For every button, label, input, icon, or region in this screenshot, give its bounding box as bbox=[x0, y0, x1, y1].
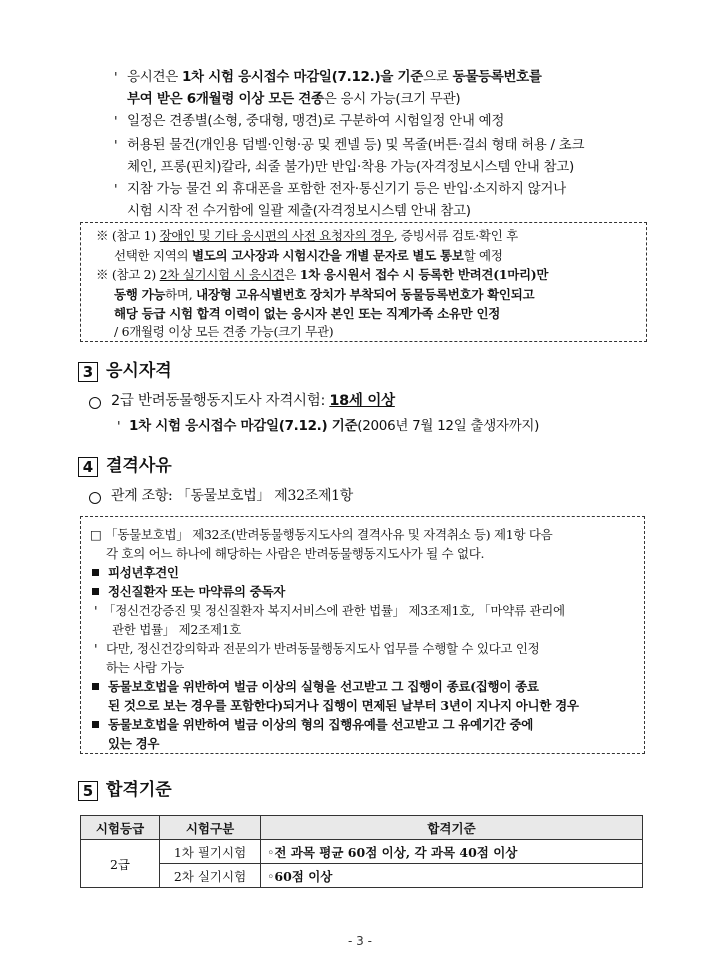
bullet-4-line1 bbox=[127, 178, 566, 200]
text-segment: 내장형 고유식별번호 장치가 부착되어 동물등록번호가 확인되고 bbox=[196, 287, 535, 302]
bullet-1-line1 bbox=[127, 66, 542, 88]
bullet-mark: ' bbox=[94, 643, 98, 658]
note2-line1 bbox=[96, 264, 548, 285]
section-3-item-value: 18세 이상 bbox=[329, 393, 395, 409]
bullet-mark: ' bbox=[114, 71, 118, 86]
text-segment: 하며, bbox=[165, 287, 197, 302]
text-segment: 선택한 지역의 bbox=[114, 248, 192, 263]
square-bullet bbox=[92, 721, 99, 728]
pass-criteria-table bbox=[80, 815, 643, 888]
section-3-sub-rest: (2006년 7월 12일 출생자까지) bbox=[357, 418, 540, 434]
square-bullet bbox=[92, 683, 99, 690]
text-segment: 부여 받은 6개월령 이상 모든 견종 bbox=[127, 91, 324, 107]
box-item4-line2: 있는 경우 bbox=[108, 736, 160, 751]
box-item3-line2: 된 것으로 보는 경우를 포함한다)되거나 집행이 면제된 날부터 3년이 지나지 아니한 경우 bbox=[108, 698, 579, 713]
box-item1: 피성년후견인 bbox=[108, 565, 179, 580]
text-segment: 응시견은 bbox=[127, 69, 182, 85]
box-item3-line1: 동물보호법을 위반하여 벌금 이상의 실형을 선고받고 그 집행이 종료(집행이 종료 bbox=[108, 679, 539, 694]
section-3-sub-bold: 1차 시험 응시접수 마감일(7.12.) 기준 bbox=[129, 418, 358, 434]
table-row bbox=[81, 864, 643, 888]
section-3-item-prefix: 2급 반려동물행동지도사 자격시험: bbox=[111, 393, 330, 409]
note2-line4 bbox=[114, 321, 333, 342]
box-intro-line1: □ 「동물보호법」 제32조(반려동물행동지도사의 결격사유 및 자격취소 등) 제1항 다음 bbox=[90, 527, 553, 542]
text-segment: 2차 실기시험 시 응시견 bbox=[159, 267, 285, 282]
text-segment: 은 bbox=[284, 267, 300, 282]
bullet-mark: ' bbox=[114, 115, 118, 130]
cell-criteria: ◦60점 이상 bbox=[261, 864, 643, 888]
text-segment: 허용된 물건(개인용 덤벨·인형·공 및 켄넬 등) 및 목줄(버튼·걸쇠 형태 허용 / 초크 bbox=[127, 137, 585, 153]
box-item4-line1: 동물보호법을 위반하여 벌금 이상의 형의 집행유예를 선고받고 그 유예기간 중에 bbox=[108, 717, 534, 732]
box-item2: 정신질환자 또는 마약류의 중독자 bbox=[108, 584, 286, 599]
cell-type: 2차 실기시험 bbox=[160, 864, 261, 888]
text-segment: 시험 시작 전 수거함에 일괄 제출(자격정보시스템 안내 참고) bbox=[127, 203, 471, 219]
circle-bullet bbox=[89, 397, 101, 409]
box-ex-line1: 다만, 정신건강의학과 전문의가 반려동물행동지도사 업무를 수행할 수 있다고 인정 bbox=[106, 641, 540, 656]
section-3-title: 응시자격 bbox=[106, 361, 172, 381]
box-ex-line2: 하는 사람 가능 bbox=[106, 660, 184, 675]
header-grade: 시험등급 bbox=[81, 816, 160, 840]
text-segment: 동물등록번호를 bbox=[452, 69, 542, 85]
header-criteria: 합격기준 bbox=[261, 816, 643, 840]
page-number: - 3 - bbox=[348, 934, 372, 948]
box-intro-line2: 각 호의 어느 하나에 해당하는 사람은 반려동물행동지도사가 될 수 없다. bbox=[106, 546, 485, 561]
header-type: 시험구분 bbox=[160, 816, 261, 840]
box-ref-line2: 관한 법률」 제2조제1호 bbox=[112, 622, 242, 637]
text-segment: 지참 가능 물건 외 휴대폰을 포함한 전자·통신기기 등은 반입·소지하지 않거나 bbox=[127, 181, 566, 197]
square-bullet bbox=[92, 569, 99, 576]
cell-grade: 2급 bbox=[81, 840, 160, 888]
bullet-2-line1 bbox=[127, 110, 504, 132]
circle-bullet bbox=[89, 492, 101, 504]
section-4-item: 관계 조항: 「동물보호법」 제32조제1항 bbox=[111, 488, 354, 504]
text-segment: 일정은 견종별(소형, 중대형, 맹견)로 구분하여 시험일정 안내 예정 bbox=[127, 113, 505, 129]
text-segment: 장애인 및 기타 응시편의 사전 요청자의 경우 bbox=[159, 228, 394, 243]
text-segment: 1차 응시원서 접수 시 등록한 반려견(1마리)만 bbox=[299, 267, 549, 282]
box-ref-line1: 「정신건강증진 및 정신질환자 복지서비스에 관한 법률」 제3조제1호, 「마약류 관리에 bbox=[103, 603, 565, 618]
section-4-number: 4 bbox=[78, 457, 98, 477]
note1-line1 bbox=[96, 225, 518, 246]
text-segment: 할 예정 bbox=[463, 248, 503, 263]
section-3-item bbox=[111, 390, 395, 412]
text-segment: ※ (참고 2) bbox=[96, 267, 160, 282]
bullet-4-line2 bbox=[127, 200, 471, 222]
text-segment: 체인, 프롱(핀치)칼라, 쇠줄 불가)만 반입·착용 가능(자격정보시스템 안내 참고) bbox=[127, 159, 574, 175]
note1-line2 bbox=[114, 245, 503, 266]
bullet-mark: ' bbox=[114, 183, 118, 198]
text-segment: 은 응시 가능(크기 무관) bbox=[323, 91, 461, 107]
section-5-title: 합격기준 bbox=[106, 780, 172, 800]
bullet-1-line2 bbox=[127, 88, 460, 110]
table-row bbox=[81, 840, 643, 864]
section-3-number: 3 bbox=[78, 362, 98, 382]
section-3-sub bbox=[129, 415, 539, 437]
text-segment: 해당 등급 시험 합격 이력이 없는 응시자 본인 또는 직계가족 소유만 인정 bbox=[114, 306, 501, 321]
bullet-mark: ' bbox=[94, 605, 98, 620]
bullet-3-line1 bbox=[127, 134, 584, 156]
text-segment: 으로 bbox=[422, 69, 453, 85]
section-4-title: 결격사유 bbox=[106, 456, 172, 476]
text-segment: 1차 시험 응시접수 마감일(7.12.)을 기준 bbox=[181, 69, 423, 85]
cell-criteria: ◦전 과목 평균 60점 이상, 각 과목 40점 이상 bbox=[261, 840, 643, 864]
bullet-mark: ' bbox=[117, 420, 121, 435]
section-5-number: 5 bbox=[78, 781, 98, 801]
square-bullet bbox=[92, 588, 99, 595]
bullet-3-line2 bbox=[127, 156, 574, 178]
note2-line2 bbox=[114, 284, 534, 305]
text-segment: , 증빙서류 검토·확인 후 bbox=[393, 228, 518, 243]
bullet-mark: ' bbox=[114, 139, 118, 154]
text-segment: 별도의 고사장과 시험시간을 개별 문자로 별도 통보 bbox=[192, 248, 464, 263]
table-header-row bbox=[81, 816, 643, 840]
text-segment: / 6개월령 이상 모든 견종 가능(크기 무관) bbox=[114, 324, 334, 339]
cell-type: 1차 필기시험 bbox=[160, 840, 261, 864]
text-segment: ※ (참고 1) bbox=[96, 228, 160, 243]
text-segment: 동행 가능 bbox=[114, 287, 166, 302]
